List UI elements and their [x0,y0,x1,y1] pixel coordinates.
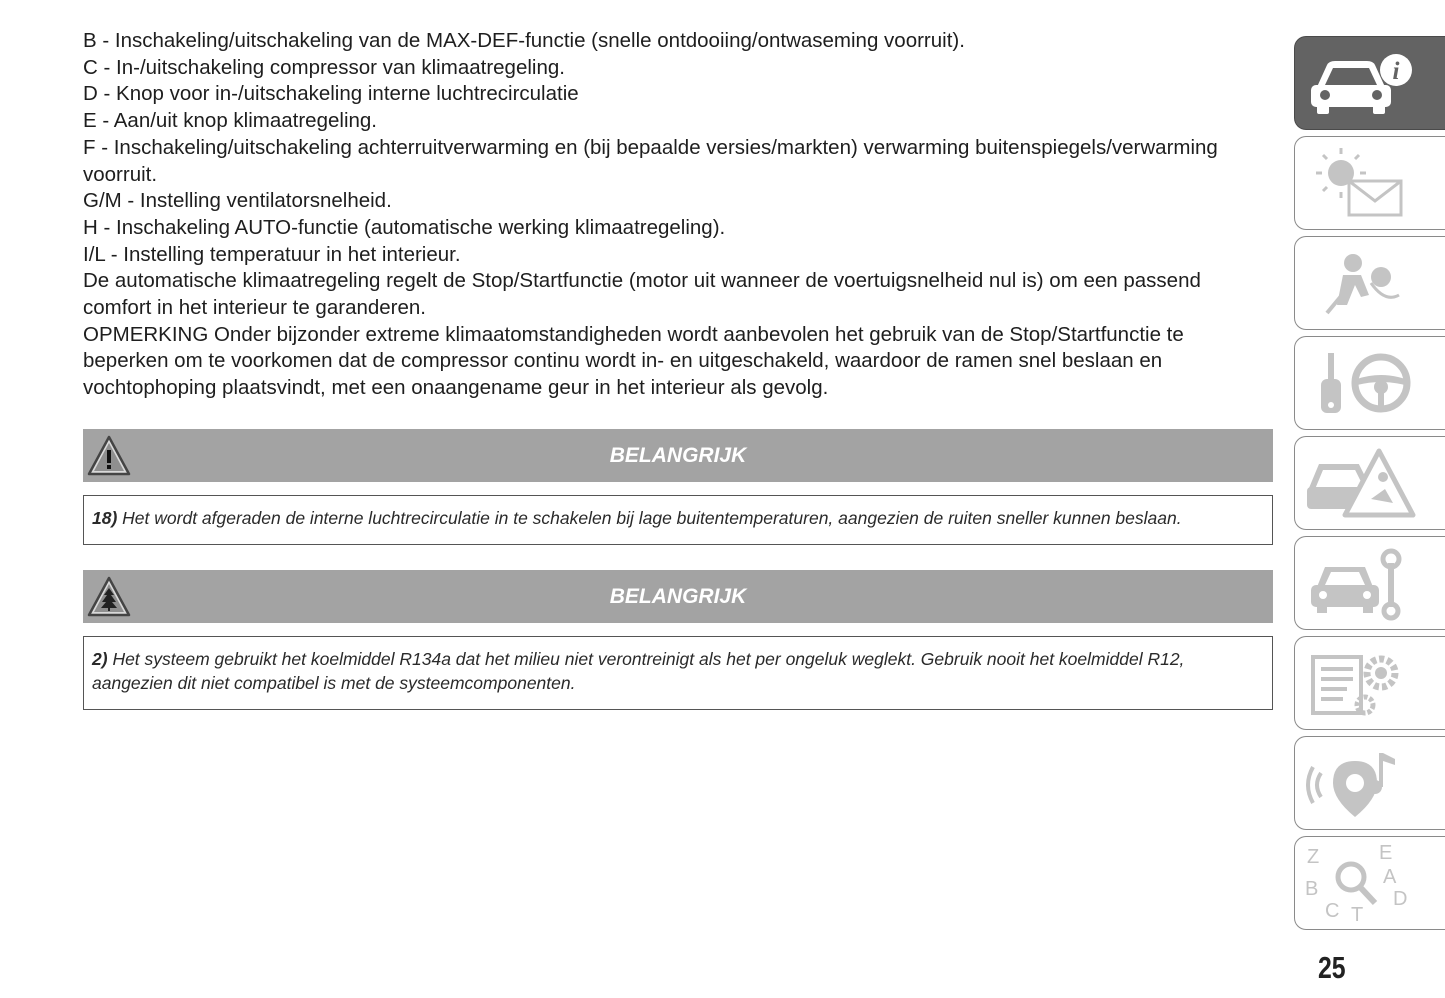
emergency-icon [1303,443,1433,523]
environment-note [83,636,1273,710]
tab-lights-warning[interactable] [1294,136,1445,230]
index-letter-z: Z [1307,846,1320,868]
multimedia-icon [1303,743,1433,823]
maintenance-icon [1303,543,1433,623]
key-steering-icon [1303,343,1433,423]
svg-text:i: i [1392,58,1400,85]
text-line-f: F - Inschakeling/uitschakeling achterruitverwarming en (bij bepaalde versies/markten) verwarming buitenspiegels/verwarming voorruit. [83,135,1218,186]
text-paragraph-stopstart: De automatische klimaatregeling regelt de Stop/Startfunctie (motor uit wanneer de voertuigsnelheid nul is) om een passend comfort in het interieur te garanderen. [83,269,1201,320]
text-line-c: C - In-/uitschakeling compressor van klimaatregeling. [83,55,565,79]
warning-note-text: Het wordt afgeraden de interne luchtrecirculatie in te schakelen bij lage buitentemperaturen, aangezien de ruiten sneller kunnen beslaan. [122,508,1182,528]
index-letter-e: E [1379,843,1393,864]
text-line-gm: G/M - Instelling ventilatorsnelheid. [83,189,392,213]
tab-technical-data[interactable] [1294,636,1445,730]
warning-banner-title: BELANGRIJK [609,444,747,467]
warning-note [83,495,1273,545]
lights-warning-icon [1303,143,1433,223]
index-letter-b: B [1305,878,1319,900]
environment-banner [83,570,1273,623]
page-number: 25 [1318,950,1346,985]
text-paragraph-note: OPMERKING Onder bijzonder extreme klimaatomstandigheden wordt aanbevolen het gebruik van de Stop/Startfunctie te beperken om te voorkomen dat de compressor continu wordt in- en uitgeschakeld, waardoor de ramen snel beslaan en vochtophoping plaatsvindt, met een onaangename geur in het interieur als gevolg. [83,322,1184,400]
text-line-il: I/L - Instelling temperatuur in het interieur. [83,242,461,266]
environment-note-number: 2) [92,649,108,669]
body-text [83,28,1263,402]
index-letter-c: C [1325,900,1340,922]
text-line-d: D - Knop voor in-/uitschakeling interne luchtrecirculatie [83,82,579,106]
text-line-e: E - Aan/uit knop klimaatregeling. [83,109,377,133]
car-info-icon [1303,43,1433,123]
text-line-b: B - Inschakeling/uitschakeling van de MAX-DEF-functie (snelle ontdooiing/ontwaseming voorruit). [83,29,965,52]
index-icon [1303,843,1433,923]
environment-note-text: Het systeem gebruikt het koelmiddel R134a dat het milieu niet verontreinigt als het per ongeluk weglekt. Gebruik nooit het koelmiddel R12, aangezien dit niet compatibel is met de systeemcomponenten. [92,649,1185,693]
index-letter-t: T [1351,904,1364,923]
tab-index[interactable] [1294,836,1445,930]
tab-safety[interactable] [1294,236,1445,330]
section-tabs [1294,0,1445,998]
tab-car-info[interactable] [1294,36,1445,130]
tab-key-steering[interactable] [1294,336,1445,430]
tab-maintenance[interactable] [1294,536,1445,630]
warning-banner [83,429,1273,482]
environment-banner-title: BELANGRIJK [609,585,747,608]
warning-note-number: 18) [92,508,118,528]
index-letter-a: A [1383,866,1397,888]
tab-emergency[interactable] [1294,436,1445,530]
technical-data-icon [1303,643,1433,723]
text-line-h: H - Inschakeling AUTO-functie (automatische werking klimaatregeling). [83,215,726,239]
safety-airbag-icon [1303,243,1433,323]
tab-multimedia[interactable] [1294,736,1445,830]
index-letter-d: D [1393,888,1408,910]
